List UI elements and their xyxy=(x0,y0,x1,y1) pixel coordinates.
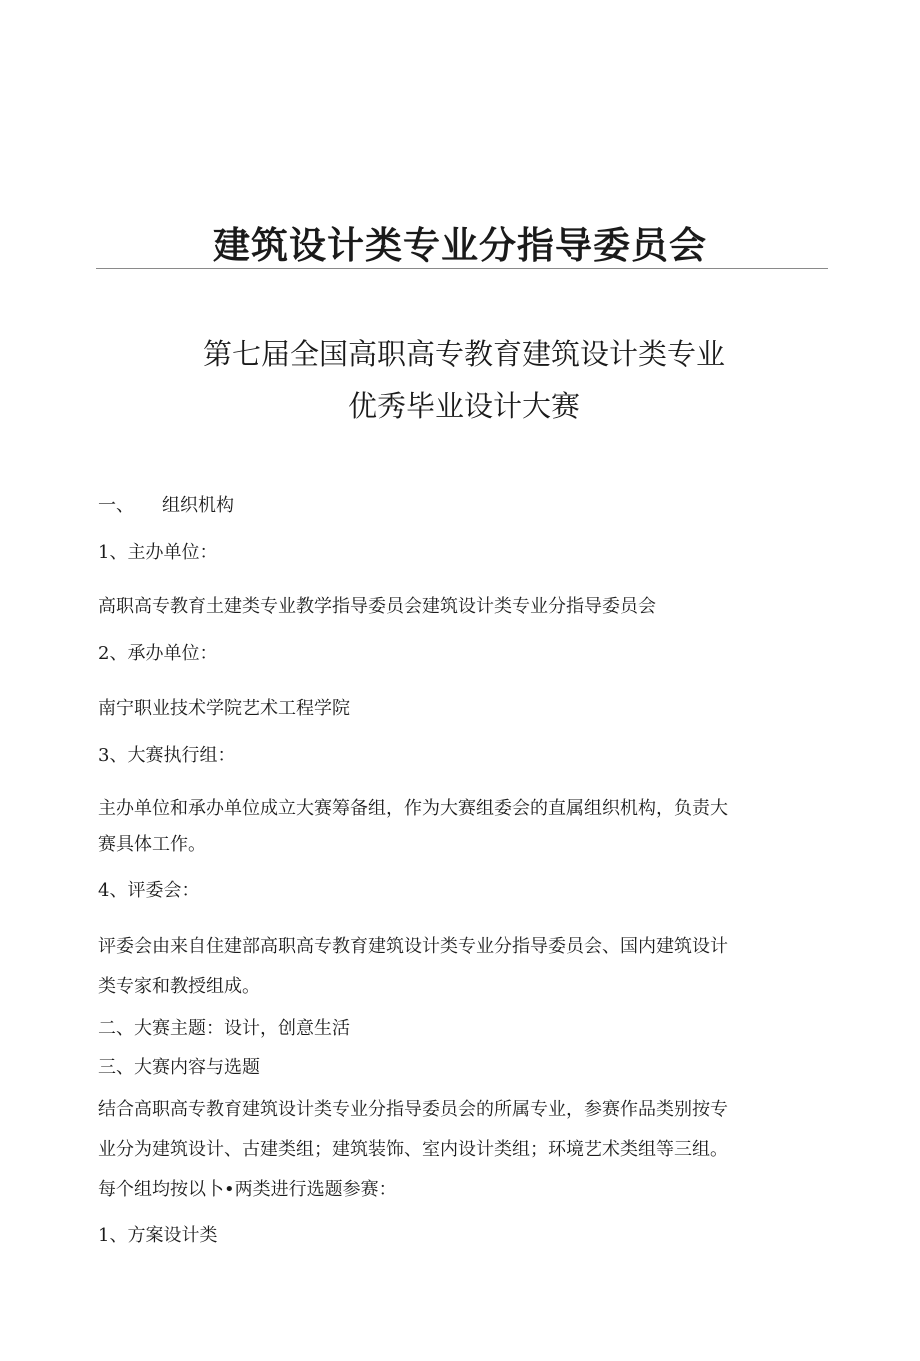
item1-heading: 1、主办单位： xyxy=(98,542,218,563)
header-divider xyxy=(96,268,828,269)
item4-text-line2: 类专家和教授组成。 xyxy=(98,976,260,997)
item3-text-line1: 主办单位和承办单位成立大赛筹备组，作为大赛组委会的直属组织机构，负责大 xyxy=(98,798,728,819)
sub1-heading: 1、方案设计类 xyxy=(98,1225,218,1246)
item1-text: 高职高专教育土建类专业教学指导委员会建筑设计类专业分指导委员会 xyxy=(98,596,656,617)
item3-text-line2: 赛具体工作。 xyxy=(98,834,206,855)
contest-title-line1: 第七届全国高职高专教育建筑设计类专业 xyxy=(202,337,725,371)
section3-heading: 三、大赛内容与选题 xyxy=(98,1057,260,1078)
section3-text-line2: 业分为建筑设计、古建类组；建筑装饰、室内设计类组；环境艺术类组等三组。 xyxy=(98,1139,728,1160)
section2-heading: 二、大赛主题：设计，创意生活 xyxy=(98,1018,350,1039)
contest-title-line2: 优秀毕业设计大赛 xyxy=(347,389,580,423)
item2-text: 南宁职业技术学院艺术工程学院 xyxy=(98,698,350,719)
section3-text-line1: 结合高职高专教育建筑设计类专业分指导委员会的所属专业，参赛作品类别按专 xyxy=(98,1099,728,1120)
item4-heading: 4、评委会： xyxy=(98,880,200,901)
section1-heading xyxy=(98,488,798,524)
section1-title: 组织机构 xyxy=(162,495,234,516)
item4-text-line1: 评委会由来自住建部高职高专教育建筑设计类专业分指导委员会、国内建筑设计 xyxy=(98,936,728,957)
section3-text-line3: 每个组均按以卜•两类进行选题参赛： xyxy=(98,1179,397,1200)
section1-number: 一、 xyxy=(98,495,134,516)
item2-heading: 2、承办单位： xyxy=(98,643,218,664)
item3-heading: 3、大赛执行组： xyxy=(98,745,236,766)
committee-title: 建筑设计类专业分指导委员会 xyxy=(213,224,707,267)
